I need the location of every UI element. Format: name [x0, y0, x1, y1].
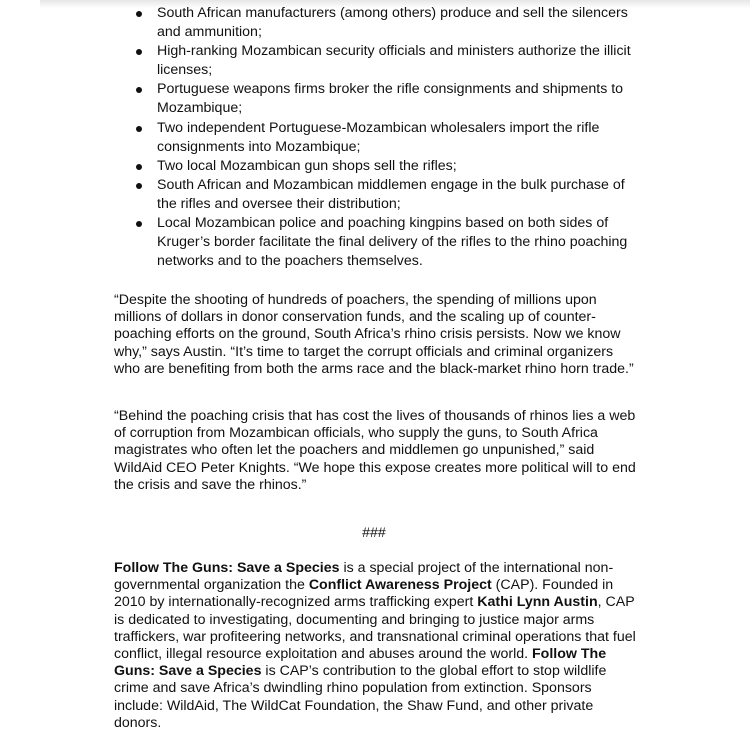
bullet-dot	[136, 126, 142, 132]
bullet-text: Portuguese weapons firms broker the rifle consignments and shipments to Mozambique;	[157, 81, 624, 117]
bullet-item	[114, 80, 634, 118]
knights-quote-paragraph: “Behind the poaching crisis that has cost the lives of thousands of rhinos lies a web of corruption from Mozambican officials, who supply the guns, to South Africa magistrates who often let the poachers and middlemen go unpunished,” said WildAid CEO Peter Knights. “We hope this expose creates more political will to end the crisis and save the rhinos.”	[114, 408, 636, 493]
about-text-1: is a special project of the international non-governmental organization the	[114, 560, 614, 594]
bullet-item	[114, 42, 634, 80]
bullet-dot	[136, 183, 142, 189]
austin-quote-paragraph: “Despite the shooting of hundreds of poachers, the spending of millions upon millions of dollars in donor conservation funds, and the scaling up of counter-poaching efforts on the ground, South Africa’s rhino crisis persists. Now we know why,” says Austin. “It’s time to target the corrupt officials and criminal organizers who are benefiting from both the arms race and the black-market rhino horn trade.”	[114, 292, 634, 377]
bullet-text: South African and Mozambican middlemen engage in the bulk purchase of the rifles and oversee their distribution;	[157, 176, 625, 212]
about-text-2: (CAP). Founded in 2010 by internationally-recognized arms trafficking expert	[114, 577, 614, 611]
about-text-3: , CAP is dedicated to investigating, documenting and bringing to justice major arms traffickers, war profiteering networks, and transnational criminal operations that fuel conflict, illegal resource exploitation and abuses around the world.	[114, 594, 636, 663]
founder-name-bold: Kathi Lynn Austin	[477, 594, 598, 611]
bullet-dot	[136, 49, 142, 55]
about-text-4: is CAP’s contribution to the global effort to stop wildlife crime and save Africa’s dwindling rhino population from extinction. Sponsors include: WildAid, The WildCat Foundation, the Shaw Fund, and other private donors.	[114, 663, 607, 731]
bullet-text: Two local Mozambican gun shops sell the rifles;	[157, 157, 457, 174]
about-paragraph	[114, 560, 636, 732]
document-content	[114, 4, 636, 731]
bullet-dot	[136, 221, 142, 227]
bullet-text: Local Mozambican police and poaching kingpins based on both sides of Kruger’s border facilitate the final delivery of the rifles to the rhino poaching networks and to the poachers themselves.	[157, 215, 628, 270]
project-name-bold: Follow The Guns: Save a Species	[114, 560, 340, 576]
bullet-text: High-ranking Mozambican security officials and ministers authorize the illicit licenses;	[157, 43, 631, 79]
bullet-text: Two independent Portuguese-Mozambican wholesalers import the rifle consignments into Mozambique;	[157, 119, 600, 155]
bullet-dot	[136, 87, 142, 93]
bullet-list	[114, 4, 634, 271]
bullet-dot	[136, 164, 142, 170]
bullet-item	[114, 214, 634, 271]
bullet-item	[114, 119, 634, 157]
bullet-dot	[136, 11, 142, 17]
bullet-item	[114, 176, 634, 214]
section-separator: ###	[362, 525, 386, 541]
bullet-item	[114, 157, 634, 176]
org-name-bold: Conflict Awareness Project	[308, 577, 492, 594]
project-name-bold-2: Follow The Guns: Save a Species	[114, 646, 607, 680]
bullet-item	[114, 4, 634, 42]
bullet-text: South African manufacturers (among others) produce and sell the silencers and ammunition;	[157, 5, 628, 41]
